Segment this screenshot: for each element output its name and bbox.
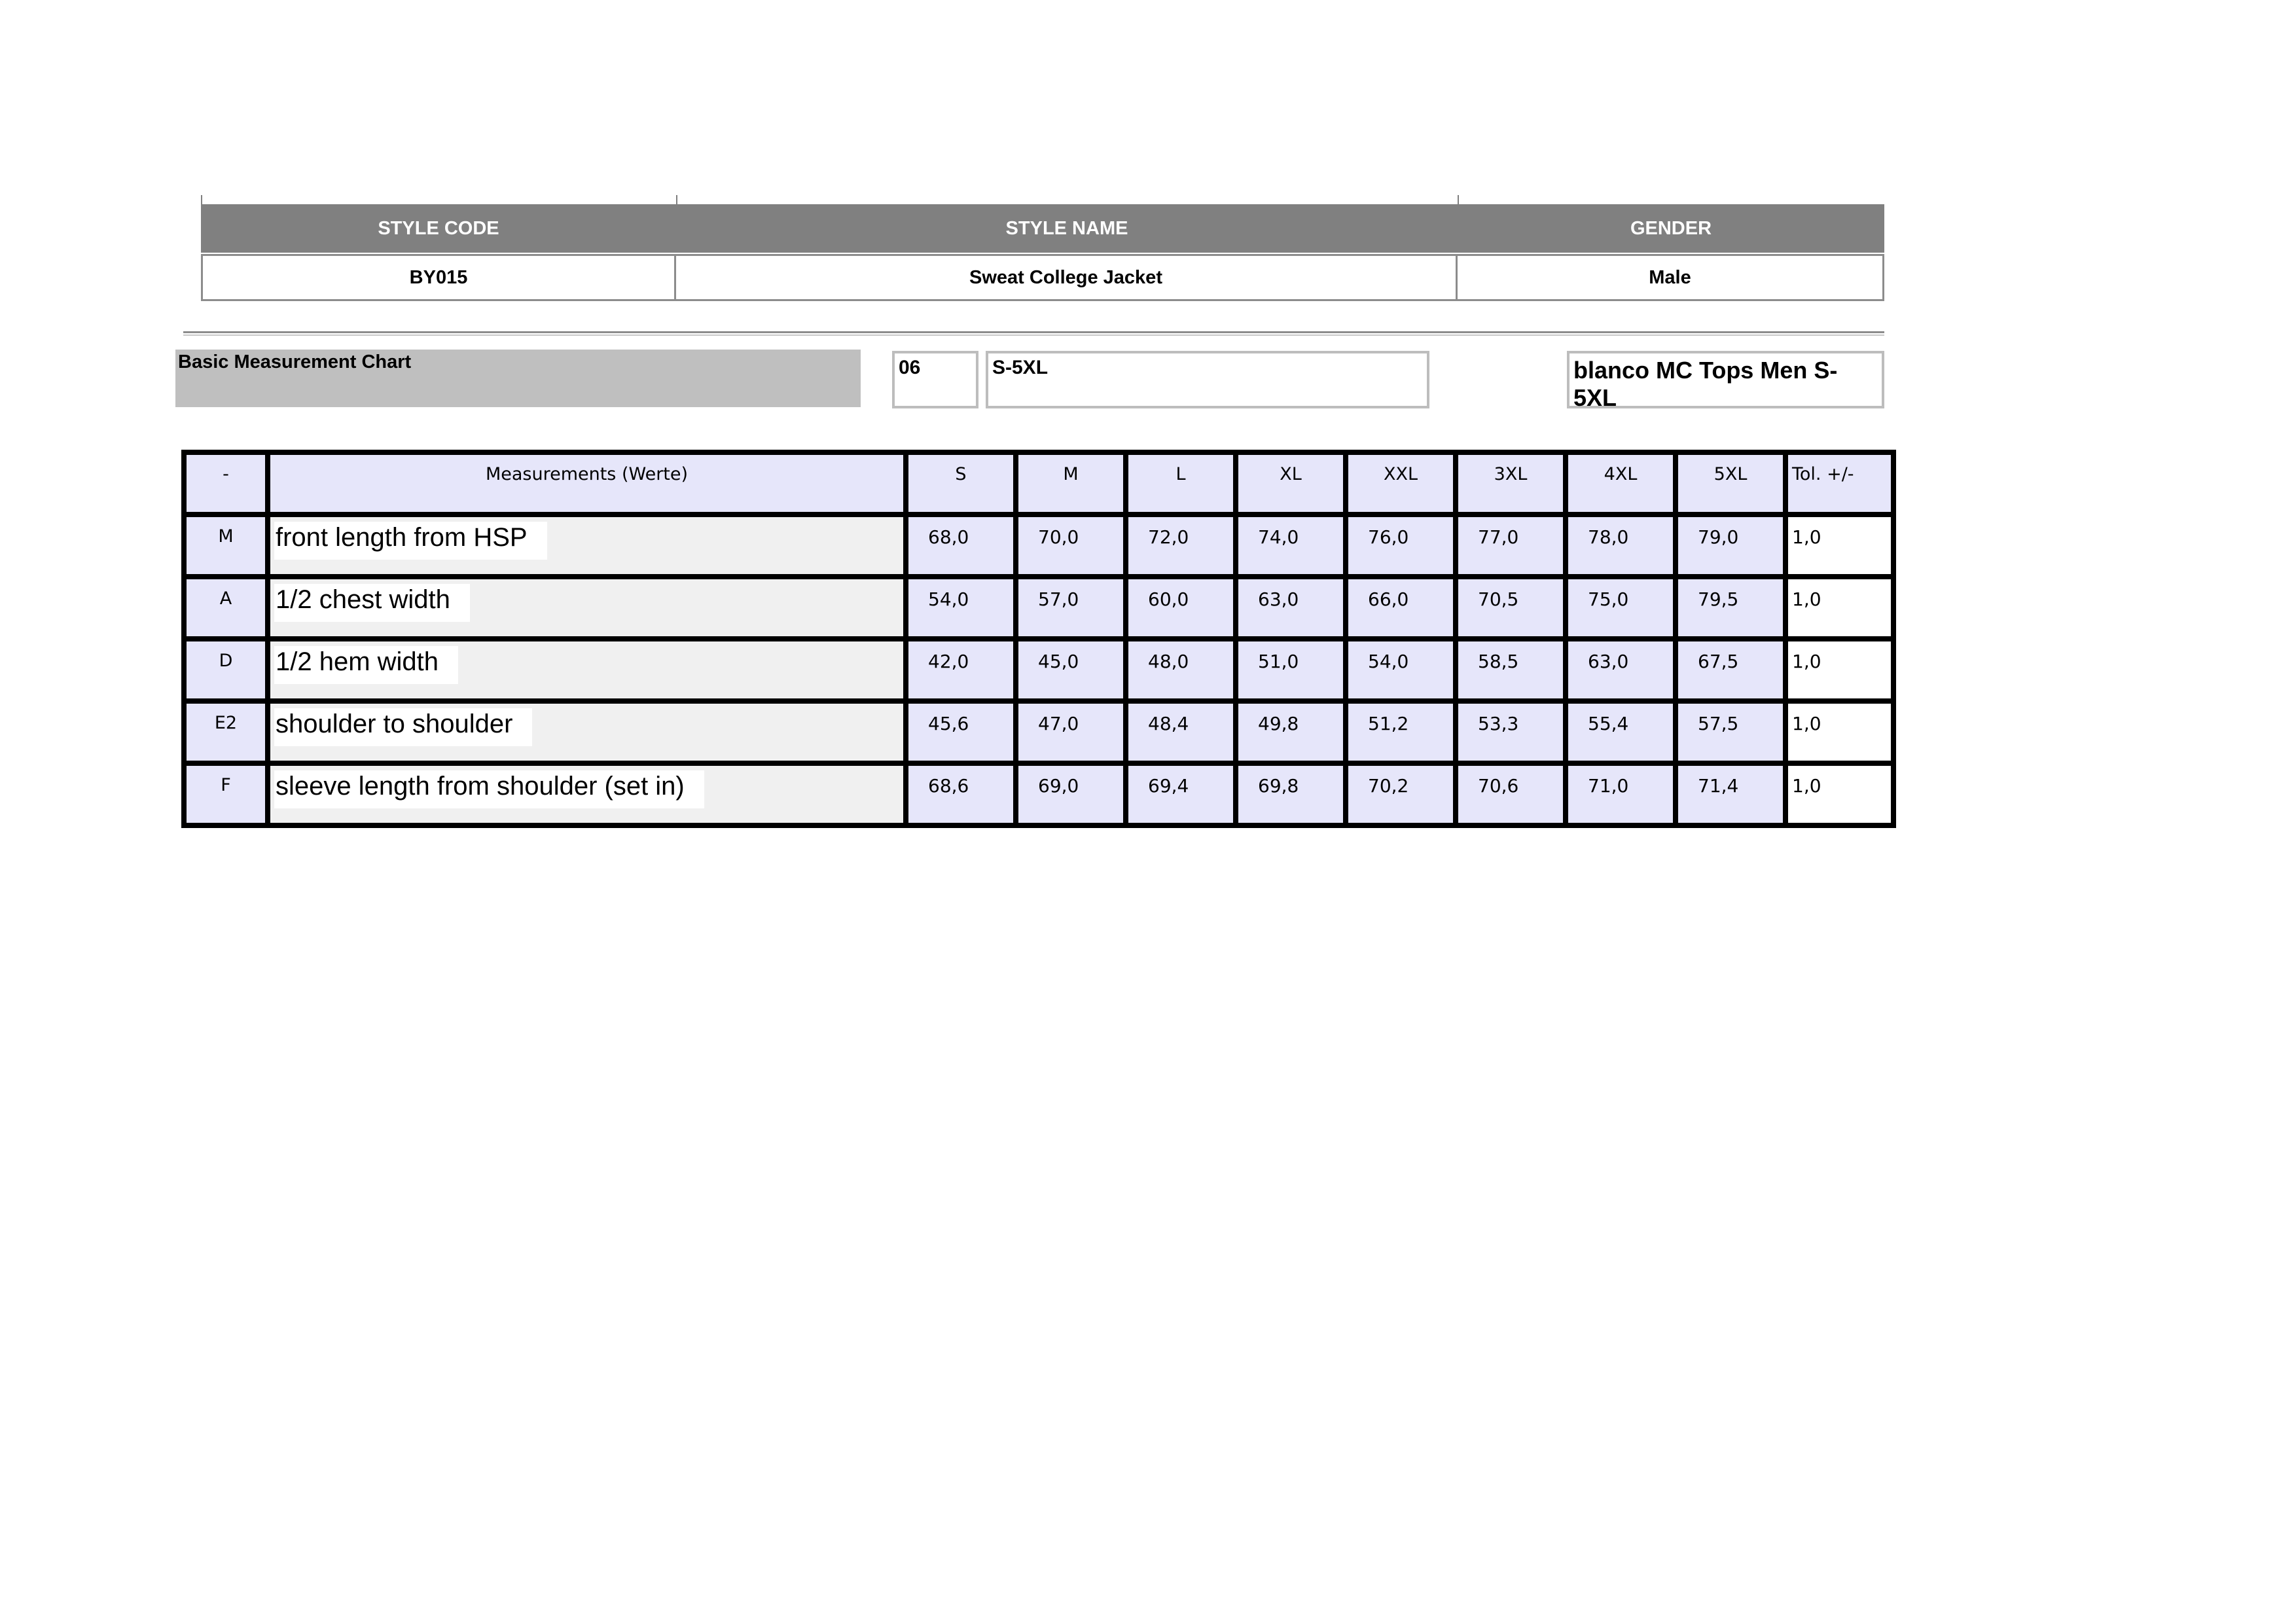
size-value: 70,2 xyxy=(1346,763,1456,825)
size-value: 72,0 xyxy=(1126,514,1236,577)
size-value: 74,0 xyxy=(1236,514,1346,577)
measurement-name: sleeve length from shoulder (set in) xyxy=(274,770,704,808)
size-value: 71,4 xyxy=(1676,763,1785,825)
style-values-row xyxy=(201,253,1884,301)
size-value: 77,0 xyxy=(1456,514,1566,577)
measurement-name-cell xyxy=(268,701,906,763)
measurement-name-cell xyxy=(268,577,906,639)
style-code-label: STYLE CODE xyxy=(378,217,499,239)
size-range-box: S-5XL xyxy=(986,351,1429,408)
table-row xyxy=(184,577,1893,639)
tolerance-value: 1,0 xyxy=(1785,701,1893,763)
table-row xyxy=(184,763,1893,825)
size-code-box: 06 xyxy=(892,351,978,408)
style-code-value: BY015 xyxy=(201,254,676,301)
size-value: 78,0 xyxy=(1566,514,1676,577)
size-value: 70,6 xyxy=(1456,763,1566,825)
table-row xyxy=(184,701,1893,763)
table-row xyxy=(184,514,1893,577)
size-value: 51,0 xyxy=(1236,639,1346,701)
column-header-size: L xyxy=(1126,452,1236,514)
measurement-name-cell xyxy=(268,639,906,701)
template-name-box: blanco MC Tops Men S-5XL xyxy=(1567,351,1884,408)
size-value: 66,0 xyxy=(1346,577,1456,639)
column-header-tolerance: Tol. +/- xyxy=(1785,452,1893,514)
style-name-value: Sweat College Jacket xyxy=(676,254,1458,301)
size-value: 68,0 xyxy=(906,514,1016,577)
measurement-name-cell xyxy=(268,514,906,577)
section-divider xyxy=(183,331,1884,336)
size-value: 48,4 xyxy=(1126,701,1236,763)
size-value: 57,0 xyxy=(1016,577,1126,639)
column-header-size: 5XL xyxy=(1676,452,1785,514)
point-code: M xyxy=(184,514,268,577)
size-value: 53,3 xyxy=(1456,701,1566,763)
size-value: 51,2 xyxy=(1346,701,1456,763)
tolerance-value: 1,0 xyxy=(1785,639,1893,701)
size-value: 79,5 xyxy=(1676,577,1785,639)
tolerance-value: 1,0 xyxy=(1785,514,1893,577)
size-value: 63,0 xyxy=(1236,577,1346,639)
point-code: D xyxy=(184,639,268,701)
column-header-size: S xyxy=(906,452,1016,514)
size-value: 79,0 xyxy=(1676,514,1785,577)
table-header-row xyxy=(184,452,1893,514)
tolerance-value: 1,0 xyxy=(1785,763,1893,825)
measurement-table xyxy=(181,450,1896,828)
size-value: 75,0 xyxy=(1566,577,1676,639)
point-code: E2 xyxy=(184,701,268,763)
measurement-name: front length from HSP xyxy=(274,522,547,560)
size-value: 63,0 xyxy=(1566,639,1676,701)
size-value: 47,0 xyxy=(1016,701,1126,763)
size-value: 55,4 xyxy=(1566,701,1676,763)
chart-title: Basic Measurement Chart xyxy=(175,350,861,407)
column-header-size: 4XL xyxy=(1566,452,1676,514)
column-header-size: 3XL xyxy=(1456,452,1566,514)
size-value: 54,0 xyxy=(906,577,1016,639)
column-header-code: - xyxy=(184,452,268,514)
table-row xyxy=(184,639,1893,701)
size-value: 57,5 xyxy=(1676,701,1785,763)
size-value: 71,0 xyxy=(1566,763,1676,825)
tolerance-value: 1,0 xyxy=(1785,577,1893,639)
size-value: 70,5 xyxy=(1456,577,1566,639)
size-value: 67,5 xyxy=(1676,639,1785,701)
point-code: A xyxy=(184,577,268,639)
style-name-label: STYLE NAME xyxy=(1005,217,1128,239)
size-value: 48,0 xyxy=(1126,639,1236,701)
point-code: F xyxy=(184,763,268,825)
size-value: 45,6 xyxy=(906,701,1016,763)
size-value: 60,0 xyxy=(1126,577,1236,639)
measurement-name-cell xyxy=(268,763,906,825)
gender-label: GENDER xyxy=(1630,217,1712,239)
size-value: 69,0 xyxy=(1016,763,1126,825)
size-value: 58,5 xyxy=(1456,639,1566,701)
column-header-size: XL xyxy=(1236,452,1346,514)
size-value: 69,8 xyxy=(1236,763,1346,825)
size-value: 69,4 xyxy=(1126,763,1236,825)
gender-value: Male xyxy=(1458,254,1884,301)
measurement-name: 1/2 chest width xyxy=(274,584,470,622)
size-value: 42,0 xyxy=(906,639,1016,701)
size-value: 76,0 xyxy=(1346,514,1456,577)
measurement-name: 1/2 hem width xyxy=(274,646,458,684)
measurement-name: shoulder to shoulder xyxy=(274,708,532,746)
column-header-size: M xyxy=(1016,452,1126,514)
size-value: 45,0 xyxy=(1016,639,1126,701)
column-header-measurement: Measurements (Werte) xyxy=(268,452,906,514)
size-value: 54,0 xyxy=(1346,639,1456,701)
size-value: 70,0 xyxy=(1016,514,1126,577)
size-value: 68,6 xyxy=(906,763,1016,825)
style-header-bar xyxy=(201,204,1884,253)
size-value: 49,8 xyxy=(1236,701,1346,763)
column-header-size: XXL xyxy=(1346,452,1456,514)
